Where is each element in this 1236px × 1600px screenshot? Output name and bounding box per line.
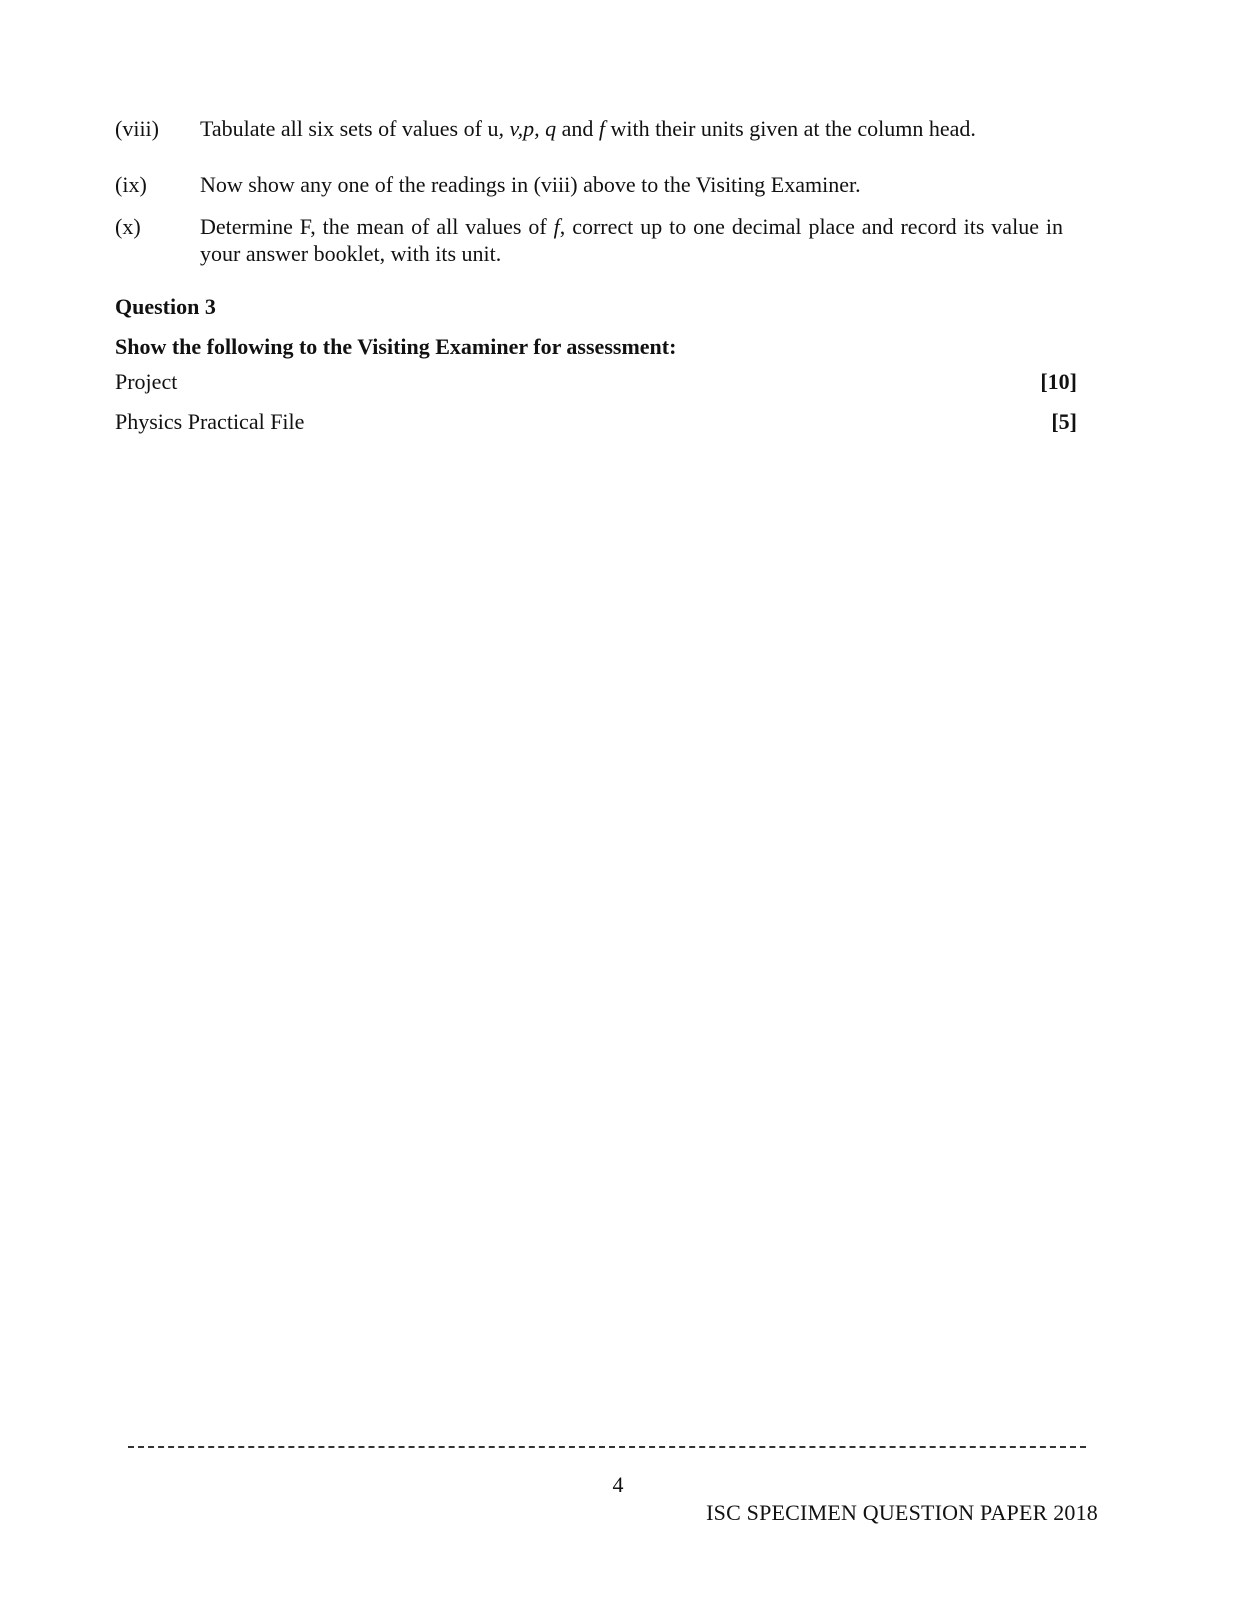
assessment-marks: [5] xyxy=(1051,409,1077,434)
assessment-row-project xyxy=(115,369,1077,395)
item-number: (x) xyxy=(115,214,141,239)
assessment-label: Physics Practical File xyxy=(115,409,305,434)
footer-title: ISC SPECIMEN QUESTION PAPER 2018 xyxy=(706,1500,1098,1525)
item-number: (viii) xyxy=(115,116,159,141)
page-number: 4 xyxy=(612,1472,624,1497)
item-text: Now show any one of the readings in (viii) above to the Visiting Examiner. xyxy=(200,172,861,197)
question-3-title: Question 3 xyxy=(115,294,216,319)
question-3-instruction: Show the following to the Visiting Examiner for assessment: xyxy=(115,334,677,359)
assessment-row-practical-file xyxy=(115,409,1077,435)
item-text: Tabulate all six sets of values of u, v,p, q and f with their units given at the column head. xyxy=(200,116,976,141)
assessment-label: Project xyxy=(115,369,178,394)
item-viii xyxy=(115,115,1063,142)
item-x xyxy=(115,213,1063,267)
assessment-marks: [10] xyxy=(1040,369,1077,394)
item-ix xyxy=(115,171,1063,198)
item-text: Determine F, the mean of all values of f, correct up to one decimal place and record its value in your answer booklet, with its unit. xyxy=(200,214,1063,266)
item-number: (ix) xyxy=(115,172,147,197)
footer-divider xyxy=(128,1446,1086,1448)
